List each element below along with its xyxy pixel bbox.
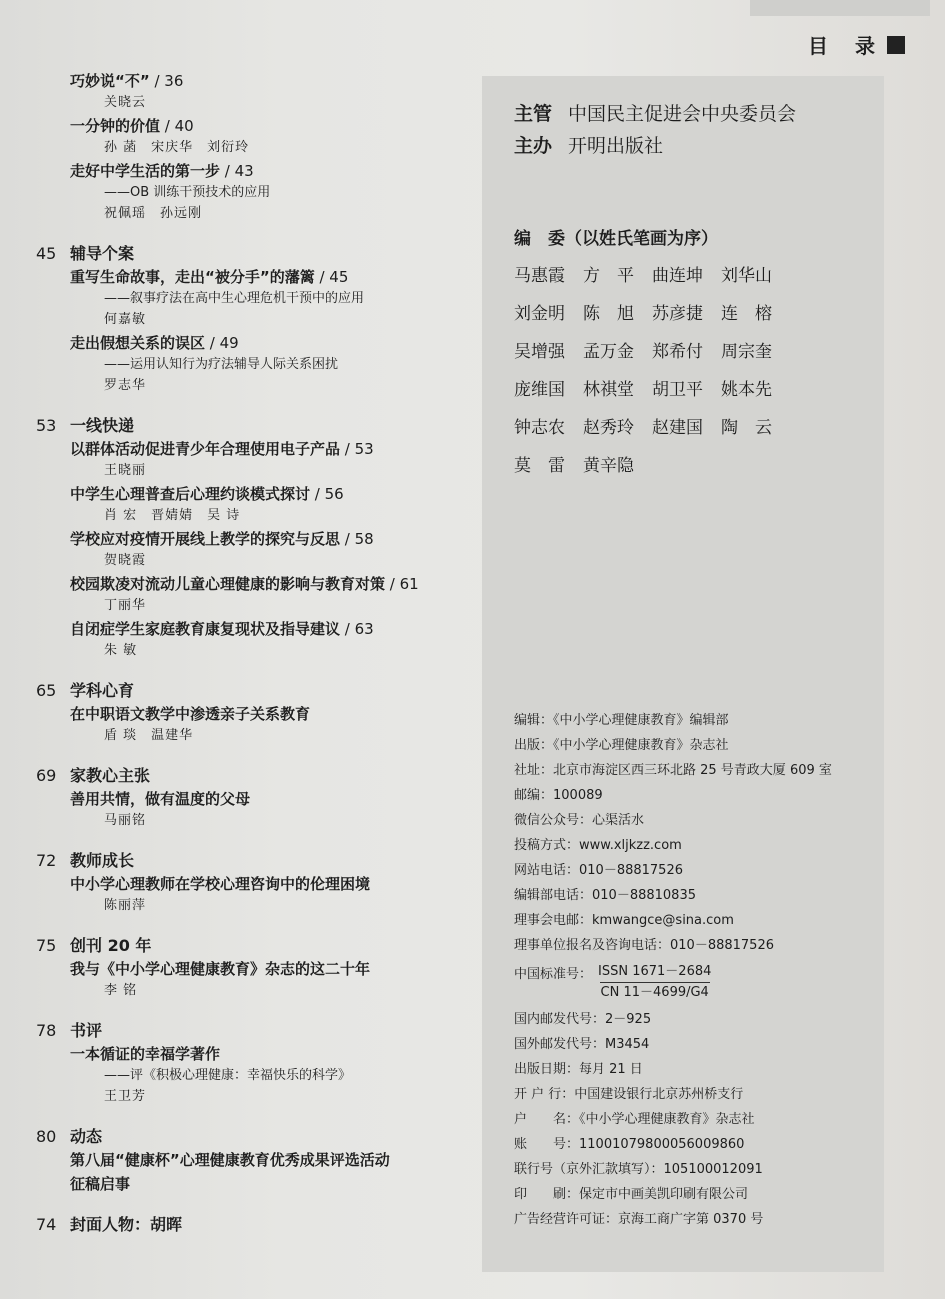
- board-member: 庞维国: [514, 380, 565, 400]
- article-entry: [70, 332, 476, 396]
- article-title: 征稿启事: [70, 1175, 131, 1193]
- board-member: 方 平: [583, 266, 634, 286]
- issn-row: [514, 962, 884, 1003]
- article-entry: [70, 483, 476, 526]
- toc-section: [36, 849, 476, 916]
- board-member: 刘华山: [721, 266, 772, 286]
- board-member: 郑希付: [652, 342, 703, 362]
- article-authors: 王卫芳: [104, 1089, 147, 1104]
- article-title-line: [70, 115, 476, 137]
- toc-section: [36, 1213, 476, 1237]
- section-page: 72: [36, 851, 57, 870]
- section-articles: [36, 266, 476, 396]
- board-member: 孟万金: [583, 342, 634, 362]
- section-page: 65: [36, 681, 57, 700]
- article-subtitle: ——评《积极心理健康：幸福快乐的科学》: [104, 1068, 352, 1083]
- publisher-row: [514, 130, 884, 162]
- section-name: 动态: [70, 1127, 103, 1146]
- article-entry: [70, 438, 476, 481]
- domestic-code-line: 国内邮发代号：2－925: [514, 1012, 652, 1027]
- section-articles: [36, 703, 476, 746]
- article-page: / 58: [340, 530, 374, 548]
- article-title-line: [70, 438, 476, 460]
- header-title: 目 录: [808, 34, 885, 58]
- article-authors: 关晓云: [104, 95, 147, 110]
- toc-section: [36, 764, 476, 831]
- table-of-contents: [36, 70, 476, 1237]
- article-title: 以群体活动促进青少年合理使用电子产品: [70, 440, 341, 458]
- article-title: 一本循证的幸福学著作: [70, 1045, 221, 1063]
- article-page: / 45: [314, 268, 349, 286]
- section-name: 封面人物：胡晖: [70, 1215, 183, 1234]
- section-heading: [36, 1125, 476, 1149]
- printer-line: 印 刷：保定市中画美凯印刷有限公司: [514, 1187, 749, 1202]
- ad-license-line: 广告经营许可证：京海工商广字第 0370 号: [514, 1212, 764, 1227]
- board-member: 曲连坤: [652, 266, 703, 286]
- article-entry: [70, 1149, 476, 1171]
- article-title-line: [70, 483, 476, 505]
- board-member: 胡卫平: [652, 380, 703, 400]
- foreign-code-line: 国外邮发代号：M3454: [514, 1037, 650, 1052]
- page-header: [808, 30, 905, 59]
- section-page: 80: [36, 1127, 57, 1146]
- article-page: / 36: [149, 72, 184, 90]
- section-heading: [36, 934, 476, 958]
- section-name: 辅导个案: [70, 244, 135, 263]
- section-page: 78: [36, 1021, 57, 1040]
- publisher-value: 开明出版社: [568, 135, 664, 157]
- article-title-line: [70, 573, 476, 595]
- section-name: 学科心育: [70, 681, 135, 700]
- article-entry: [70, 573, 476, 616]
- top-strip: [750, 0, 930, 16]
- section-page: 69: [36, 766, 57, 785]
- article-title-line: [70, 332, 476, 354]
- article-title: 走出假想关系的误区: [70, 334, 206, 352]
- postcode-line: 邮编：100089: [514, 788, 603, 803]
- section-heading: [36, 849, 476, 873]
- issn-divider: [600, 982, 710, 983]
- toc-section: [36, 1125, 476, 1195]
- top-article: [36, 70, 476, 113]
- article-title: 自闭症学生家庭教育康复现状及指导建议: [70, 620, 341, 638]
- section-heading: [36, 242, 476, 266]
- board-member: 黄辛隐: [583, 456, 634, 476]
- article-entry: [70, 958, 476, 1001]
- board-member: 陶 云: [721, 418, 772, 438]
- article-page: / 56: [310, 485, 344, 503]
- address-line: 社址：北京市海淀区西三环北路 25 号青政大厦 609 室: [514, 763, 832, 778]
- section-page: 74: [36, 1215, 57, 1234]
- top-article: [36, 160, 476, 224]
- section-heading: [36, 764, 476, 788]
- masthead-panel: [482, 76, 884, 1272]
- article-title-line: [70, 703, 476, 725]
- submit-line: 投稿方式：www.xljkzz.com: [514, 838, 682, 853]
- article-title-line: [70, 618, 476, 640]
- publication-info: [514, 708, 884, 1232]
- section-heading: [36, 414, 476, 438]
- article-title: 中学生心理普查后心理约谈模式探讨: [70, 485, 311, 503]
- article-title: 学校应对疫情开展线上教学的探究与反思: [70, 530, 341, 548]
- article-authors: 罗志华: [104, 378, 147, 393]
- board-member: 周宗奎: [721, 342, 772, 362]
- article-title-line: [70, 1173, 476, 1195]
- article-entry: [70, 618, 476, 661]
- sponsor-row: [514, 98, 884, 130]
- article-entry: [70, 266, 476, 330]
- section-articles: [36, 788, 476, 831]
- site-phone-line: 网站电话：010－88817526: [514, 863, 683, 878]
- section-name: 家教心主张: [70, 766, 151, 785]
- editor-line: 编辑：《中小学心理健康教育》编辑部: [514, 713, 729, 728]
- board-member: 林祺堂: [583, 380, 634, 400]
- article-title-line: [70, 873, 476, 895]
- section-name: 一线快递: [70, 416, 135, 435]
- article-title-line: [70, 160, 476, 182]
- article-authors: 丁丽华: [104, 598, 147, 613]
- article-title-line: [70, 70, 476, 92]
- article-page: / 53: [340, 440, 374, 458]
- article-authors: 肖 宏 晋婧婧 吴 诗: [104, 508, 241, 523]
- toc-section: [36, 1019, 476, 1107]
- board-member: 陈 旭: [583, 304, 634, 324]
- article-title: 重写生命故事，走出“被分手”的藩篱: [70, 268, 315, 286]
- article-title-line: [70, 788, 476, 810]
- board-members: [514, 264, 884, 478]
- article-entry: [70, 160, 476, 224]
- section-articles: [36, 873, 476, 916]
- article-authors: 朱 敏: [104, 643, 138, 658]
- article-authors: 李 铭: [104, 983, 138, 998]
- section-page: 45: [36, 244, 57, 263]
- toc-section: [36, 242, 476, 396]
- office-phone-line: 编辑部电话：010－88810835: [514, 888, 696, 903]
- article-authors: 陈丽萍: [104, 898, 147, 913]
- top-article: [36, 115, 476, 158]
- toc-section: [36, 679, 476, 746]
- article-page: / 49: [205, 334, 239, 352]
- sponsor-label: 主管: [514, 103, 553, 125]
- toc-section: [36, 934, 476, 1001]
- article-title: 走好中学生活的第一步: [70, 162, 221, 180]
- section-page: 75: [36, 936, 57, 955]
- bank-line: 开 户 行：中国建设银行北京苏州桥支行: [514, 1087, 744, 1102]
- section-heading: [36, 679, 476, 703]
- sections: [36, 242, 476, 1237]
- section-articles: [36, 1043, 476, 1107]
- article-title-line: [70, 1043, 476, 1065]
- bank-code-line: 联行号（京外汇款填写）：105100012091: [514, 1162, 763, 1177]
- article-entry: [70, 703, 476, 746]
- article-authors: 王晓丽: [104, 463, 147, 478]
- article-page: / 63: [340, 620, 374, 638]
- article-subtitle: ——叙事疗法在高中生心理危机干预中的应用: [104, 291, 365, 306]
- article-authors: 马丽铭: [104, 813, 147, 828]
- council-phone-line: 理事单位报名及咨询电话：010－88817526: [514, 938, 774, 953]
- article-title: 我与《中小学心理健康教育》杂志的这二十年: [70, 960, 371, 978]
- section-heading: [36, 1019, 476, 1043]
- cn-value: CN 11－4699/G4: [600, 985, 709, 1000]
- article-title-line: [70, 1149, 476, 1171]
- article-page: / 61: [385, 575, 419, 593]
- section-name: 创刊 20 年: [70, 936, 152, 955]
- article-entry: [70, 70, 476, 113]
- article-title-line: [70, 958, 476, 980]
- issn-box: [598, 962, 711, 1003]
- section-name: 教师成长: [70, 851, 135, 870]
- publish-line: 出版：《中小学心理健康教育》杂志社: [514, 738, 729, 753]
- board-member: 赵建国: [652, 418, 703, 438]
- account-name-line: 户 名：《中小学心理健康教育》杂志社: [514, 1112, 755, 1127]
- issn-label: 中国标准号：: [514, 967, 593, 982]
- article-entry: [70, 528, 476, 571]
- section-page: 53: [36, 416, 57, 435]
- board-member: 赵秀玲: [583, 418, 634, 438]
- article-title-line: [70, 528, 476, 550]
- section-heading: [36, 1213, 476, 1237]
- toc-section: [36, 414, 476, 661]
- section-articles: [36, 438, 476, 661]
- article-entry: [70, 115, 476, 158]
- article-authors: 何嘉敏: [104, 312, 147, 327]
- section-name: 书评: [70, 1021, 103, 1040]
- sponsor-value: 中国民主促进会中央委员会: [568, 103, 797, 125]
- article-title-line: [70, 266, 476, 288]
- article-subtitle: ——运用认知行为疗法辅导人际关系困扰: [104, 357, 339, 372]
- top-articles: [36, 70, 476, 224]
- article-title: 在中职语文教学中渗透亲子关系教育: [70, 705, 311, 723]
- board-member: 苏彦捷: [652, 304, 703, 324]
- article-authors: 祝佩瑶 孙远刚: [104, 206, 203, 221]
- article-title: 中小学心理教师在学校心理咨询中的伦理困境: [70, 875, 371, 893]
- board-member: 莫 雷: [514, 456, 565, 476]
- date-line: 出版日期：每月 21 日: [514, 1062, 643, 1077]
- article-page: / 43: [220, 162, 254, 180]
- wechat-line: 微信公众号：心渠活水: [514, 813, 645, 828]
- article-title: 善用共情，做有温度的父母: [70, 790, 251, 808]
- council-email-line: 理事会电邮：kmwangce@sina.com: [514, 913, 734, 928]
- issn-value: ISSN 1671－2684: [598, 964, 712, 979]
- article-title: 第八届“健康杯”心理健康教育优秀成果评选活动: [70, 1151, 390, 1169]
- article-entry: [70, 1173, 476, 1195]
- board-member: 刘金明: [514, 304, 565, 324]
- article-authors: 孙 菡 宋庆华 刘衍玲: [104, 140, 250, 155]
- board-title: 编 委（以姓氏笔画为序）: [514, 229, 718, 249]
- article-page: / 40: [160, 117, 194, 135]
- board-member: 钟志农: [514, 418, 565, 438]
- publisher-label: 主办: [514, 135, 553, 157]
- section-articles: [36, 1149, 476, 1195]
- section-articles: [36, 958, 476, 1001]
- article-entry: [70, 873, 476, 916]
- article-entry: [70, 788, 476, 831]
- board-member: 马惠霞: [514, 266, 565, 286]
- board-member: 吴增强: [514, 342, 565, 362]
- board-member: 连 榕: [721, 304, 772, 324]
- article-authors: 盾 琰 温建华: [104, 728, 194, 743]
- article-title: 校园欺凌对流动儿童心理健康的影响与教育对策: [70, 575, 386, 593]
- article-title: 一分钟的价值: [70, 117, 161, 135]
- article-authors: 贺晓霞: [104, 553, 147, 568]
- article-entry: [70, 1043, 476, 1107]
- account-no-line: 账 号：11001079800056009860: [514, 1137, 745, 1152]
- board-member: 姚本先: [721, 380, 772, 400]
- article-subtitle: ——OB 训练干预技术的应用: [104, 185, 271, 200]
- article-title: 巧妙说“不”: [70, 72, 150, 90]
- square-icon: [887, 36, 905, 54]
